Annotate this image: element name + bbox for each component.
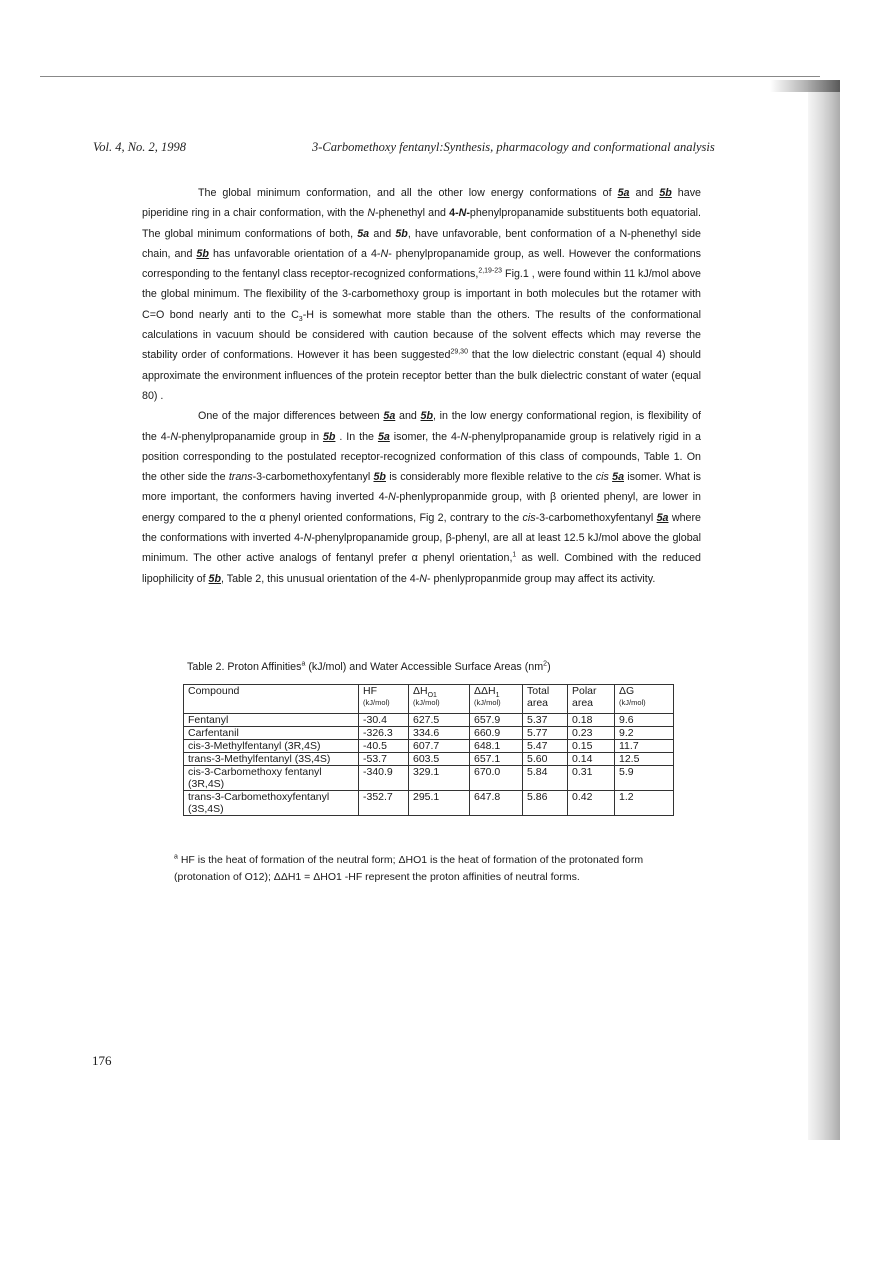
table-row: [184, 714, 674, 727]
table-header-row: [184, 685, 674, 714]
header-hf: HF (kJ/mol): [359, 685, 409, 714]
cell-value: 603.5: [409, 753, 470, 766]
header-polar-area: Polar area: [568, 685, 615, 714]
header-compound: Compound: [184, 685, 359, 714]
cell-value: 5.77: [523, 727, 568, 740]
cell-value: 0.15: [568, 740, 615, 753]
cell-value: -352.7: [359, 791, 409, 816]
top-rule: [40, 76, 820, 77]
cell-value: 657.9: [470, 714, 523, 727]
cell-value: 334.6: [409, 727, 470, 740]
proton-affinity-table: [183, 684, 674, 816]
cell-value: 648.1: [470, 740, 523, 753]
cell-value: 5.84: [523, 766, 568, 791]
cell-value: 657.1: [470, 753, 523, 766]
running-header-title: 3-Carbomethoxy fentanyl:Synthesis, pharmacology and conformational analysis: [312, 140, 715, 154]
cell-value: -40.5: [359, 740, 409, 753]
cell-value: -340.9: [359, 766, 409, 791]
cell-value: 0.23: [568, 727, 615, 740]
paragraph-1: The global minimum conformation, and all the other low energy conformations of 5a and 5b have piperidine ring in a chair conformation, with the N-phenethyl and 4-N-phenylpropanamide substituents both equatorial. The global minimum conformations of both, 5a and 5b, have unfavorable, bent conformation of a N-phenethyl side chain, and 5b has unfavorable orientation of a 4-N- phenylpropanamide group, as well. However the conformations corresponding to the fentanyl class receptor-recognized conformations,$^{2,19-23}$ Fig.1 , were found within 11 kJ/mol above the global minimum. The flexibility of the 3-carbomethoxy group is important in both molecules but the rotamer with C=O bond nearly anti to the $C_3-H$ is somewhat more stable than the others. The results of the conformational calculations in vacuum should be considered with caution because of the solvent effects which may reverse the stability order of conformations. However it has been suggested$^{29,30}$ that the low dielectric constant (equal 4) should approximate the environment influences of the protein receptor better than the bulk dielectric constant of water (equal 80) .: [142, 187, 701, 402]
table-row: [184, 753, 674, 766]
cell-value: 5.86: [523, 791, 568, 816]
paragraph-2: One of the major differences between 5a and 5b, in the low energy conformational region, is flexibility of the 4-N-phenylpropanamide group in 5b . In the 5a isomer, the 4-N-phenylpropanamide group is relatively rigid in a position corresponding to the postulated receptor-recognized conformation of this class of compounds, Table 1. On the other side the trans-3-carbomethoxyfentanyl 5b is considerably more flexible relative to the cis 5a isomer. What is more important, the conformers having inverted 4-N-phenlypropanmide group, with β oriented phenyl, are lower in energy compared to the α phenyl oriented conformations, Fig 2, contrary to the cis-3-carbomethoxyfentanyl 5a where the conformations with inverted 4-N-phenylpropanamide group, β-phenyl, are all at least 12.5 kJ/mol above the global minimum. The other active analogs of fentanyl prefer α phenyl orientation,$^1$ as well. Combined with the reduced lipophilicity of 5b, Table 2, this unusual orientation of the 4-N- phenlypropanmide group may affect its activity.: [142, 410, 702, 585]
cell-compound: Carfentanil: [184, 727, 359, 740]
table-caption: Table 2. Proton Affinities$^a$ (kJ/mol) and Water Accessible Surface Areas $(nm^2)$: [187, 660, 551, 673]
cell-compound: cis-3-Carbomethoxy fentanyl (3R,4S): [184, 766, 359, 791]
table-footnote: $^a$ HF is the heat of formation of the neutral form; ΔHO1 is the heat of formation of the protonated form (protonation of O12); ΔΔH1 = ΔHO1 -HF represent the proton affinities of neutral forms.: [174, 853, 644, 883]
cell-value: 5.47: [523, 740, 568, 753]
cell-value: 0.14: [568, 753, 615, 766]
cell-value: 670.0: [470, 766, 523, 791]
cell-value: -326.3: [359, 727, 409, 740]
header-dh-o1: $\Delta H_{O1}$ (kJ/mol): [409, 685, 470, 714]
cell-value: -53.7: [359, 753, 409, 766]
header-total-area: Total area: [523, 685, 568, 714]
cell-value: 5.9: [615, 766, 674, 791]
cell-value: 0.42: [568, 791, 615, 816]
cell-value: 647.8: [470, 791, 523, 816]
scan-shadow-corner: [770, 80, 840, 92]
header-ddh1: $\Delta\Delta H_1$ (kJ/mol): [470, 685, 523, 714]
running-header-volume: Vol. 4, No. 2, 1998: [93, 140, 187, 154]
cell-value: 627.5: [409, 714, 470, 727]
cell-value: 295.1: [409, 791, 470, 816]
table-row: [184, 727, 674, 740]
table-row: [184, 766, 674, 791]
cell-compound: trans-3-Methylfentanyl (3S,4S): [184, 753, 359, 766]
cell-value: -30.4: [359, 714, 409, 727]
page-number: 176: [92, 1053, 112, 1068]
cell-compound: trans-3-Carbomethoxyfentanyl (3S,4S): [184, 791, 359, 816]
cell-value: 5.60: [523, 753, 568, 766]
table-row: [184, 740, 674, 753]
header-dg: ΔG (kJ/mol): [615, 685, 674, 714]
cell-value: 329.1: [409, 766, 470, 791]
cell-value: 5.37: [523, 714, 568, 727]
cell-value: 12.5: [615, 753, 674, 766]
cell-value: 0.18: [568, 714, 615, 727]
body-text: [142, 183, 701, 589]
cell-value: 9.6: [615, 714, 674, 727]
cell-value: 660.9: [470, 727, 523, 740]
cell-compound: Fentanyl: [184, 714, 359, 727]
cell-value: 0.31: [568, 766, 615, 791]
table-row: [184, 791, 674, 816]
cell-value: 1.2: [615, 791, 674, 816]
cell-value: 11.7: [615, 740, 674, 753]
cell-value: 607.7: [409, 740, 470, 753]
cell-compound: cis-3-Methylfentanyl (3R,4S): [184, 740, 359, 753]
scan-shadow-edge: [808, 80, 840, 1140]
cell-value: 9.2: [615, 727, 674, 740]
